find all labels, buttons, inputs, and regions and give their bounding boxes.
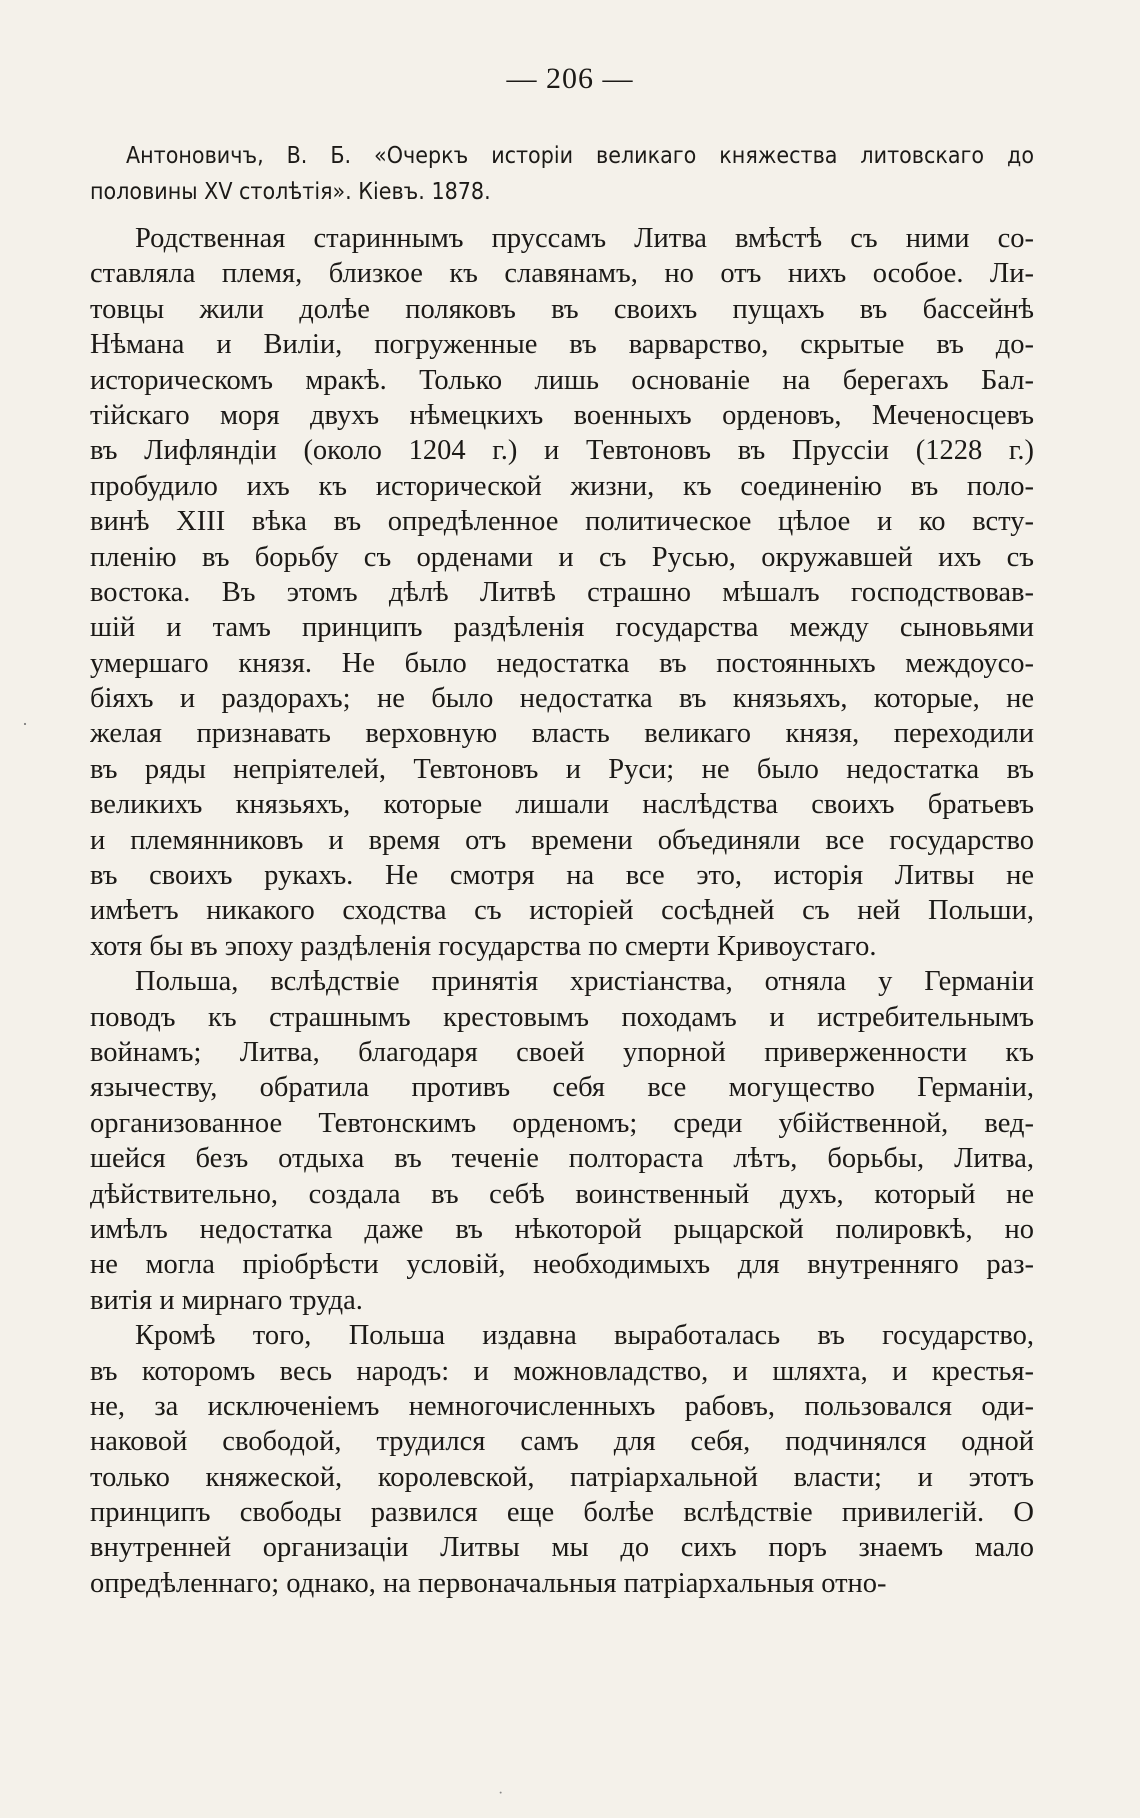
- reference-line: половины XV столѣтія». Кіевъ. 1878.: [90, 179, 491, 205]
- text-line: имѣетъ никакого сходства съ исторіей сосѣдней съ ней Польши,: [90, 895, 1034, 927]
- text-line: пленію въ борьбу съ орденами и съ Русью, окружавшей ихъ съ: [90, 541, 1034, 573]
- text-line: организованное Тевтонскимъ орденомъ; среди убійственной, вед-: [90, 1107, 1034, 1139]
- text-line: умершаго князя. Не было недостатка въ постоянныхъ междоусо-: [90, 647, 1034, 679]
- text-line: винѣ XIII вѣка въ опредѣленное политическое цѣлое и ко всту-: [90, 506, 1034, 538]
- text-line: великихъ князьяхъ, которые лишали наслѣдства своихъ братьевъ: [90, 789, 1034, 821]
- text-line: только княжеской, королевской, патріархальной власти; и этотъ: [90, 1461, 1034, 1493]
- text-line: внутренней организаціи Литвы мы до сихъ поръ знаемъ мало: [90, 1532, 1034, 1564]
- text-line: хотя бы въ эпоху раздѣленія государства по смерти Кривоустаго.: [90, 930, 877, 962]
- text-line: біяхъ и раздорахъ; не было недостатка въ князьяхъ, которые, не: [90, 683, 1034, 715]
- text-line: шій и тамъ принципъ раздѣленія государства между сыновьями: [90, 612, 1034, 644]
- text-line: Нѣмана и Виліи, погруженные въ варварство, скрытые въ до-: [90, 329, 1034, 361]
- text-line: принципъ свободы развился еще болѣе вслѣдствіе привилегій. О: [90, 1497, 1034, 1529]
- text-line: не, за исключеніемъ немногочисленныхъ рабовъ, пользовался оди-: [90, 1390, 1034, 1422]
- paragraph: [90, 1318, 1034, 1601]
- text-line: желая признавать верховную власть великаго князя, переходили: [90, 718, 1034, 750]
- text-line: тійскаго моря двухъ нѣмецкихъ военныхъ орденовъ, Меченосцевъ: [90, 399, 1034, 431]
- text-line: въ Лифляндіи (около 1204 г.) и Тевтоновъ въ Пруссіи (1228 г.): [90, 435, 1034, 467]
- text-line: опредѣленнаго; однако, на первоначальныя патріархальныя отно-: [90, 1567, 887, 1599]
- page-number: — 206 —: [506, 62, 634, 95]
- text-line: шейся безъ отдыха въ теченіе полтораста лѣтъ, борьбы, Литва,: [90, 1143, 1034, 1175]
- text-line: войнамъ; Литва, благодаря своей упорной приверженности къ: [90, 1036, 1034, 1068]
- text-line: и племянниковъ и время отъ времени объединяли все государство: [90, 824, 1034, 856]
- text-line: поводъ къ страшнымъ крестовымъ походамъ и истребительнымъ: [90, 1001, 1034, 1033]
- margin-dot: ·: [498, 1785, 504, 1802]
- text-line: товцы жили долѣе поляковъ въ своихъ пущахъ въ бассейнѣ: [90, 293, 1034, 325]
- text-line: ставляла племя, близкое къ славянамъ, но отъ нихъ особое. Ли-: [90, 258, 1034, 290]
- text-line: пробудило ихъ къ исторической жизни, къ соединенію въ поло-: [90, 470, 1034, 502]
- text-line: имѣлъ недостатка даже въ нѣкоторой рыцарской полировкѣ, но: [90, 1213, 1034, 1245]
- reference-line: Антоновичъ, В. Б. «Очеркъ исторіи великаго княжества литовскаго до: [126, 143, 1034, 169]
- paragraph: [90, 221, 1034, 964]
- text-line: язычеству, обратила противъ себя все могущество Германіи,: [90, 1072, 1034, 1104]
- text-line: Родственная стариннымъ пруссамъ Литва вмѣстѣ съ ними со-: [135, 223, 1034, 254]
- text-line: въ своихъ рукахъ. Не смотря на все это, исторія Литвы не: [90, 860, 1034, 892]
- text-line: дѣйствительно, создала въ себѣ воинственный духъ, который не: [90, 1178, 1034, 1210]
- text-line: востока. Въ этомъ дѣлѣ Литвѣ страшно мѣшалъ господствовав-: [90, 576, 1034, 608]
- text-line: Польша, вслѣдствіе принятія христіанства, отняла у Германіи: [135, 966, 1034, 998]
- body-text: [90, 221, 1034, 1601]
- text-line: Кромѣ того, Польша издавна выработалась въ государство,: [135, 1320, 1034, 1352]
- text-line: не могла пріобрѣсти условій, необходимыхъ для внутренняго раз-: [90, 1249, 1034, 1281]
- text-line: въ ряды непріятелей, Тевтоновъ и Руси; не было недостатка въ: [90, 753, 1034, 785]
- margin-mark: ·: [22, 714, 28, 734]
- bibliographic-reference: [90, 138, 1034, 210]
- text-line: наковой свободой, трудился самъ для себя, подчинялся одной: [90, 1426, 1034, 1458]
- text-line: историческомъ мракѣ. Только лишь основаніе на берегахъ Бал-: [90, 364, 1034, 396]
- paragraph: [90, 964, 1034, 1318]
- text-line: витія и мирнаго труда.: [90, 1284, 363, 1316]
- text-line: въ которомъ весь народъ: и можновладство, и шляхта, и крестья-: [90, 1355, 1034, 1387]
